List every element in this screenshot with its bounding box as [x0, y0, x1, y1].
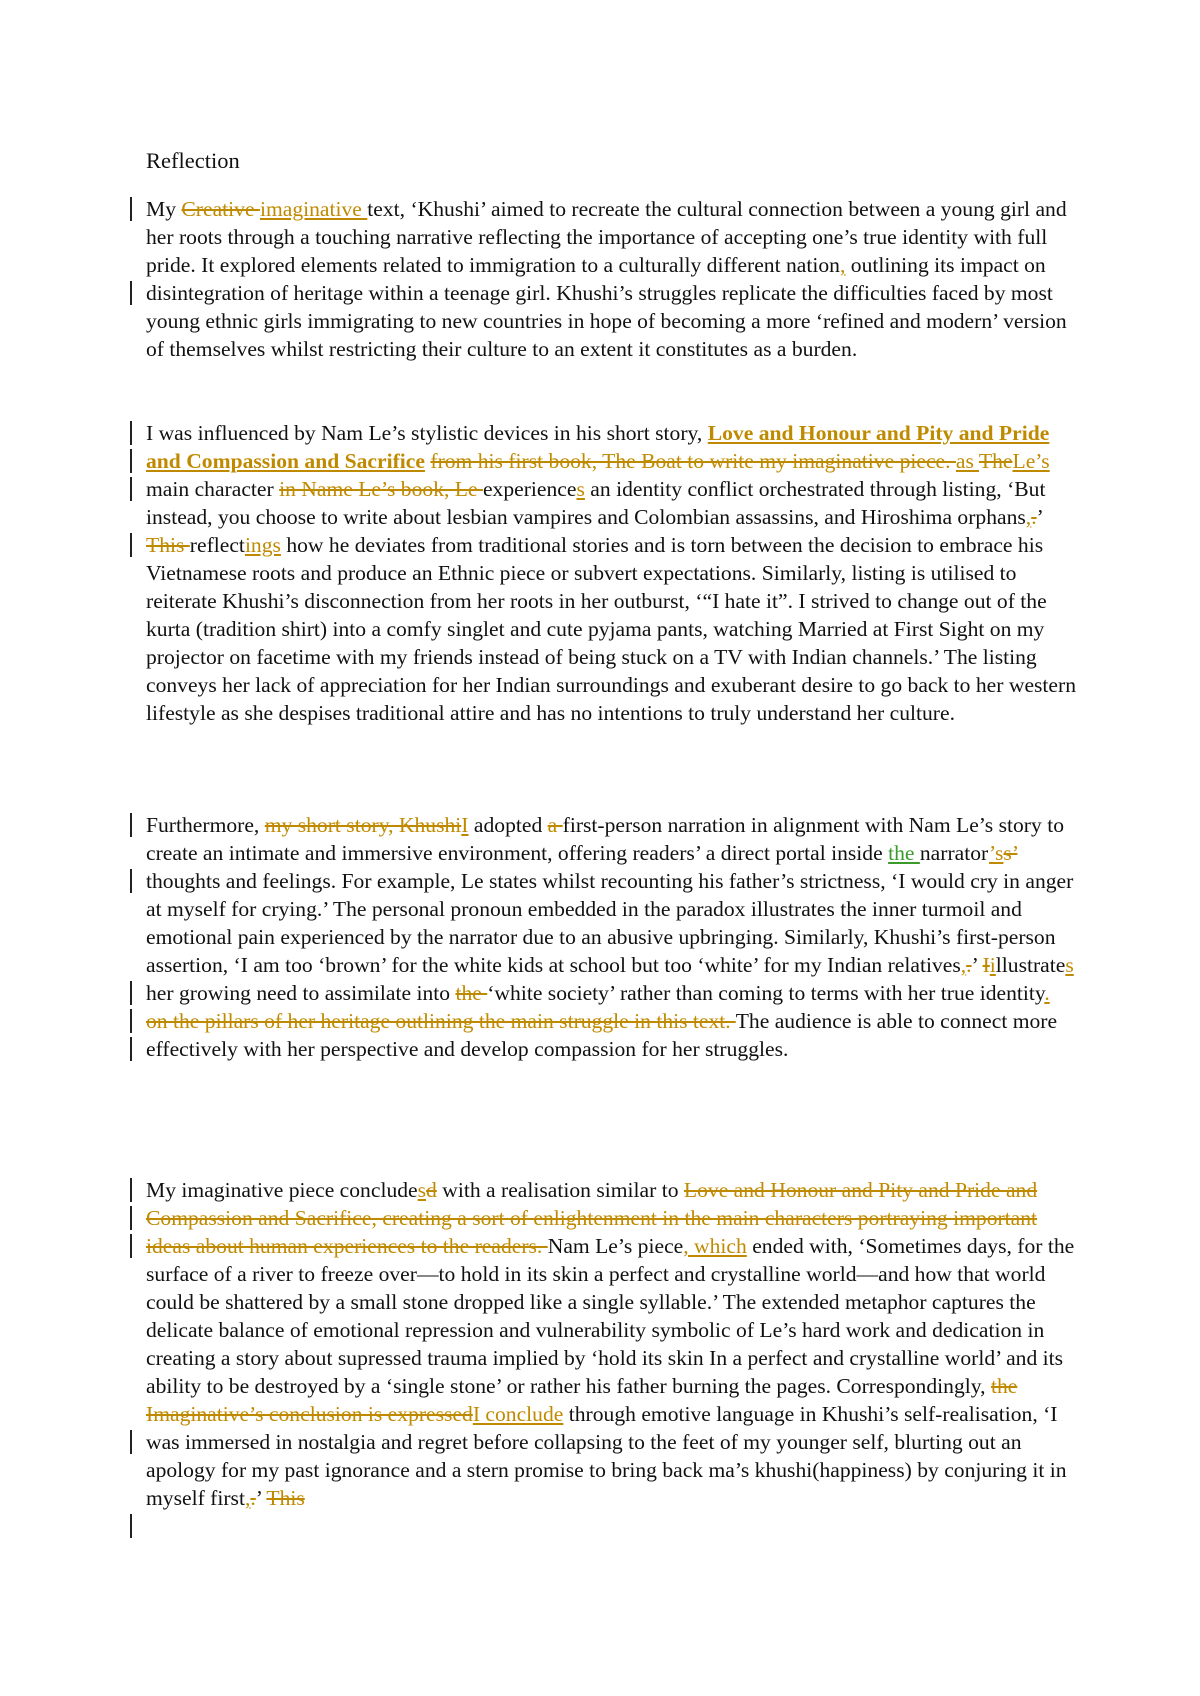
change-bar — [130, 1009, 132, 1033]
inserted-text: , — [960, 953, 967, 977]
deleted-text: the — [455, 981, 488, 1005]
change-bar — [130, 813, 132, 837]
deleted-text: Creative — [181, 197, 260, 221]
text: My imaginative piece conclude — [146, 1178, 418, 1202]
text: Nam Le’s piece — [547, 1234, 684, 1258]
paragraph-3 — [146, 811, 1076, 1063]
text: llustrate — [995, 953, 1066, 977]
change-bar — [130, 449, 132, 473]
text: ’ — [971, 953, 983, 977]
change-bar — [130, 281, 132, 305]
deleted-text: d — [426, 1178, 437, 1202]
deleted-text: my short story, Khushi — [264, 813, 462, 837]
text: through emotive language in Khushi’s self-realisation, ‘I was immersed in nostalgia and regret before collapsing to the feet of my younger self, blurting out an apology for my past ignorance and a stern promise to bring back ma’s khushi(happiness) by conjuring it in myself first — [146, 1402, 1067, 1510]
text: text, ‘Khushi’ aimed to recreate the cultural connection between a young girl and her roots through a touching narrative reflecting the importance of accepting one’s true identity with full pride. It explored elements related to immigration to a culturally different nation — [146, 197, 1067, 277]
change-bar — [130, 1514, 132, 1538]
inserted-text: as — [955, 449, 979, 473]
inserted-text: i — [989, 953, 996, 977]
text: first-person narration in alignment with Nam Le’s story to create an intimate and immersive environment, offering readers’ a direct portal inside — [146, 813, 1064, 865]
deleted-text: from his first book, The Boat to write my imaginative piece. — [430, 449, 956, 473]
change-bar — [130, 869, 132, 893]
text: experience — [482, 477, 577, 501]
text: how he deviates from traditional stories and is torn between the decision to embrace his Vietnamese roots and produce an Ethnic piece or subvert expectations. Similarly, listing is utilised to reiterate Khushi’s disconnection from her roots in her outburst, ‘“I hate it”. I strived to change out of the kurta (tradition shirt) into a comfy singlet and cute pyjama pants, watching Married at First Sight on my projector on facetime with my friends instead of being stuck on a TV with Indian channels.’ The listing conveys her lack of appreciation for her Indian surroundings and exuberant desire to go back to her western lifestyle as she despises traditional attire and has no intentions to truly understand her culture. — [146, 533, 1076, 725]
inserted-text: , — [839, 253, 846, 277]
change-bar — [130, 477, 132, 501]
text: My — [146, 197, 182, 221]
change-bar — [130, 1206, 132, 1230]
text: an identity conflict orchestrated through listing, ‘But instead, you choose to write about lesbian vampires and Colombian assassins, and Hiroshima orphans — [146, 477, 1046, 529]
change-bar — [130, 533, 132, 557]
deleted-text: This — [146, 533, 190, 557]
change-bar — [130, 1430, 132, 1454]
deleted-text: I — [982, 953, 990, 977]
text: The audience is able to connect more effectively with her perspective and develop compassion for her struggles. — [146, 1009, 1058, 1061]
inserted-text: the — [888, 841, 920, 865]
inserted-text: s — [1065, 953, 1074, 977]
text: ’ — [255, 1486, 267, 1510]
change-bar — [130, 1234, 132, 1258]
deleted-text: a — [547, 813, 563, 837]
change-bar — [130, 421, 132, 445]
deleted-text: the Imaginative’s conclusion is expressed — [146, 1374, 1018, 1426]
change-bar — [130, 1037, 132, 1061]
text: with a realisation similar to — [436, 1178, 684, 1202]
deleted-text: . — [1031, 505, 1037, 529]
text: thoughts and feelings. For example, Le states whilst recounting his father’s strictness, ‘I would cry in anger at myself for crying.’ The personal pronoun embedded in the paradox illustrates the inner turmoil and emotional pain experienced by the narrator due to an abusive upbringing. Similarly, Khushi’s first-person assertion, ‘I am too ‘brown’ for the white kids at school but too ‘white’ for my Indian relatives — [146, 869, 1074, 977]
change-bar — [130, 981, 132, 1005]
deleted-text: . — [250, 1486, 256, 1510]
deleted-text: in Name Le’s book, Le — [279, 477, 483, 501]
deleted-text: . — [966, 953, 972, 977]
inserted-text: s — [576, 477, 585, 501]
deleted-text: This — [266, 1486, 305, 1510]
inserted-text: Love and Honour and Pity and Pride and Compassion and Sacrifice — [146, 421, 1050, 473]
paragraph-4 — [146, 1176, 1076, 1512]
inserted-text: I — [461, 813, 469, 837]
text: outlining its impact on disintegration of heritage within a teenage girl. Khushi’s struggles replicate the difficulties faced by most young ethnic girls immigrating to new countries in hope of becoming a more ‘refined and modern’ version of themselves whilst restricting their culture to an extent it constitutes as a burden. — [146, 253, 1067, 361]
text: main character — [146, 477, 280, 501]
paragraph-1 — [146, 195, 1076, 363]
page-title: Reflection — [146, 148, 240, 173]
inserted-text: , — [1025, 505, 1032, 529]
paragraph-2 — [146, 419, 1076, 727]
text: ’ — [1036, 505, 1043, 529]
text: ended with, ‘Sometimes days, for the surface of a river to freeze over—to hold in its skin a perfect and crystalline world—and how that world could be shattered by a small stone dropped like a single syllable.’ The extended metaphor captures the delicate balance of emotional repression and vulnerability symbolic of Le’s hard work and dedication in creating a story about supressed trauma implied by ‘hold its skin In a perfect and crystalline world’ and its ability to be destroyed by a ‘single stone’ or rather his father burning the pages. Correspondingly, — [146, 1234, 1075, 1398]
text: her growing need to assimilate into — [146, 981, 456, 1005]
text: ‘white society’ rather than coming to terms with her true identity — [487, 981, 1045, 1005]
inserted-text: ’s — [989, 841, 1004, 865]
inserted-text: , — [244, 1486, 251, 1510]
change-bar — [130, 1178, 132, 1202]
inserted-text: , which — [683, 1234, 747, 1258]
inserted-text: . — [1044, 981, 1050, 1005]
inserted-text: Le’s — [1012, 449, 1050, 473]
inserted-text: ings — [244, 533, 281, 557]
change-bar — [130, 197, 132, 221]
text: adopted — [468, 813, 548, 837]
text: Furthermore, — [146, 813, 265, 837]
deleted-text: The — [978, 449, 1013, 473]
deleted-text: on the pillars of her heritage outlining the main struggle in this text. — [146, 1009, 736, 1033]
deleted-text: Love and Honour and Pity and Pride and Compassion and Sacrifice, creating a sort of enlightenment in the main characters portraying important ideas about human experiences to the readers. — [146, 1178, 1038, 1258]
inserted-text: imaginative — [259, 197, 368, 221]
inserted-text: I conclude — [472, 1402, 564, 1426]
deleted-text: s’ — [1003, 841, 1018, 865]
inserted-text: s — [417, 1178, 427, 1202]
text: reflect — [189, 533, 245, 557]
text: narrator — [919, 841, 990, 865]
text: I was influenced by Nam Le’s stylistic devices in his short story, — [146, 421, 708, 445]
